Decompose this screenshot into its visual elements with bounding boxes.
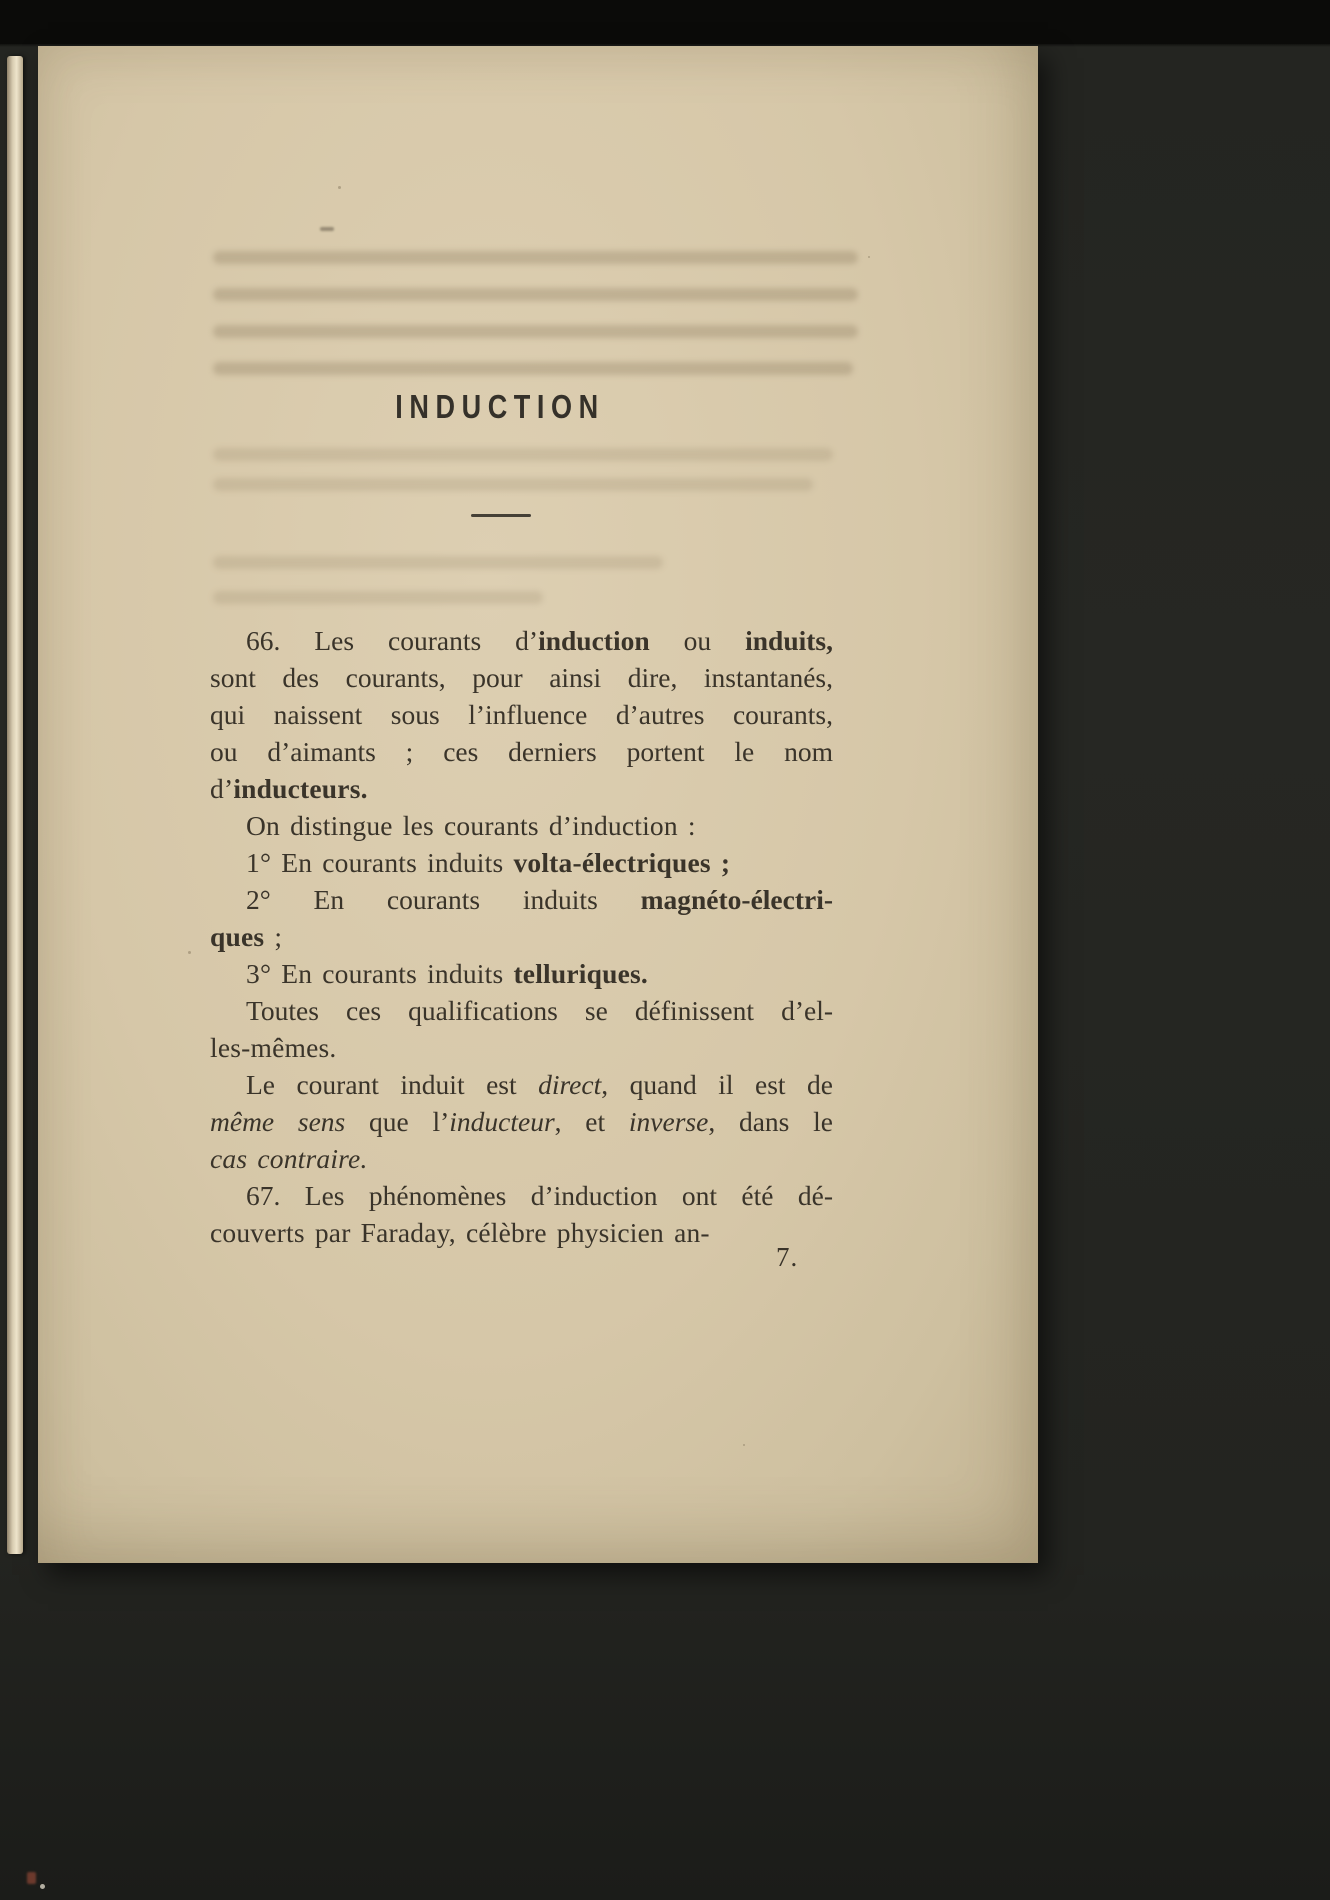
text-line bbox=[210, 696, 833, 733]
chapter-title: INDUCTION bbox=[395, 388, 605, 425]
text-run: ; bbox=[264, 921, 283, 952]
page-number: 7. bbox=[776, 1242, 799, 1272]
bold-term: induction bbox=[538, 625, 650, 656]
bold-term: inducteurs. bbox=[233, 773, 368, 804]
bleed-line bbox=[213, 591, 543, 604]
text-run: les-mêmes. bbox=[210, 1032, 337, 1063]
bleed-line bbox=[213, 251, 858, 264]
bleed-line bbox=[213, 478, 813, 491]
text-line bbox=[210, 1140, 833, 1177]
text-line bbox=[210, 1177, 833, 1214]
text-run: sont des courants, pour ainsi dire, instantanés, bbox=[210, 662, 833, 693]
italic-term: direct bbox=[538, 1069, 602, 1100]
text-run: couverts par Faraday, célèbre physicien an- bbox=[210, 1217, 710, 1248]
text-run: ou bbox=[649, 625, 746, 656]
bleed-line bbox=[320, 227, 334, 231]
text-run: 66. Les courants d’ bbox=[246, 625, 539, 656]
italic-term: inverse bbox=[628, 1106, 709, 1137]
text-run: , et bbox=[554, 1106, 629, 1137]
text-run: 67. Les phénomènes d’induction ont été dé- bbox=[246, 1180, 833, 1211]
italic-term: inducteur bbox=[449, 1106, 555, 1137]
paper-speck bbox=[188, 951, 191, 954]
paper-speck bbox=[743, 1444, 745, 1446]
text-line bbox=[210, 733, 833, 770]
text-line bbox=[210, 955, 833, 992]
text-line bbox=[210, 770, 833, 807]
bleed-line bbox=[213, 362, 853, 375]
adjacent-page-edge bbox=[7, 56, 23, 1554]
bold-term: telluriques. bbox=[513, 958, 648, 989]
italic-term: cas contraire. bbox=[210, 1143, 368, 1174]
text-line bbox=[210, 918, 833, 955]
bold-term: volta-électriques ; bbox=[513, 847, 731, 878]
text-line bbox=[210, 992, 833, 1029]
bold-term: induits, bbox=[745, 625, 834, 656]
text-run: Le courant induit est bbox=[246, 1069, 539, 1100]
bold-term: ques bbox=[210, 921, 265, 952]
scan-top-edge bbox=[0, 0, 1330, 44]
body-text bbox=[210, 622, 833, 1251]
scan-artifact-white bbox=[40, 1884, 45, 1889]
text-run: qui naissent sous l’influence d’autres courants, bbox=[210, 699, 833, 730]
text-line bbox=[210, 1029, 833, 1066]
text-line bbox=[210, 1103, 833, 1140]
text-run: 3° En courants induits bbox=[246, 958, 514, 989]
bleed-line bbox=[213, 288, 858, 301]
text-run: On distingue les courants d’induction : bbox=[246, 810, 696, 841]
text-run: 1° En courants induits bbox=[246, 847, 514, 878]
bold-term: magnéto-électri- bbox=[640, 884, 833, 915]
title-rule bbox=[471, 514, 531, 517]
bleed-line bbox=[213, 448, 833, 461]
italic-term: même sens bbox=[210, 1106, 346, 1137]
scan-artifact-red bbox=[27, 1872, 36, 1884]
text-line bbox=[210, 1214, 833, 1251]
book-page bbox=[38, 46, 1038, 1563]
text-run: 2° En courants induits bbox=[246, 884, 641, 915]
text-line bbox=[210, 844, 833, 881]
text-line bbox=[210, 881, 833, 918]
text-line bbox=[210, 1066, 833, 1103]
bleed-line bbox=[213, 556, 663, 569]
paper-speck bbox=[868, 256, 870, 258]
text-line bbox=[210, 622, 833, 659]
text-run: d’ bbox=[210, 773, 234, 804]
text-run: ou d’aimants ; ces derniers portent le nom bbox=[210, 736, 833, 767]
text-run: , dans le bbox=[708, 1106, 833, 1137]
text-run: , quand il est de bbox=[601, 1069, 833, 1100]
text-run: Toutes ces qualifications se définissent d’el- bbox=[246, 995, 833, 1026]
bleed-line bbox=[213, 325, 858, 338]
paper-speck bbox=[338, 186, 341, 189]
text-line bbox=[210, 807, 833, 844]
text-line bbox=[210, 659, 833, 696]
text-run: que l’ bbox=[345, 1106, 450, 1137]
